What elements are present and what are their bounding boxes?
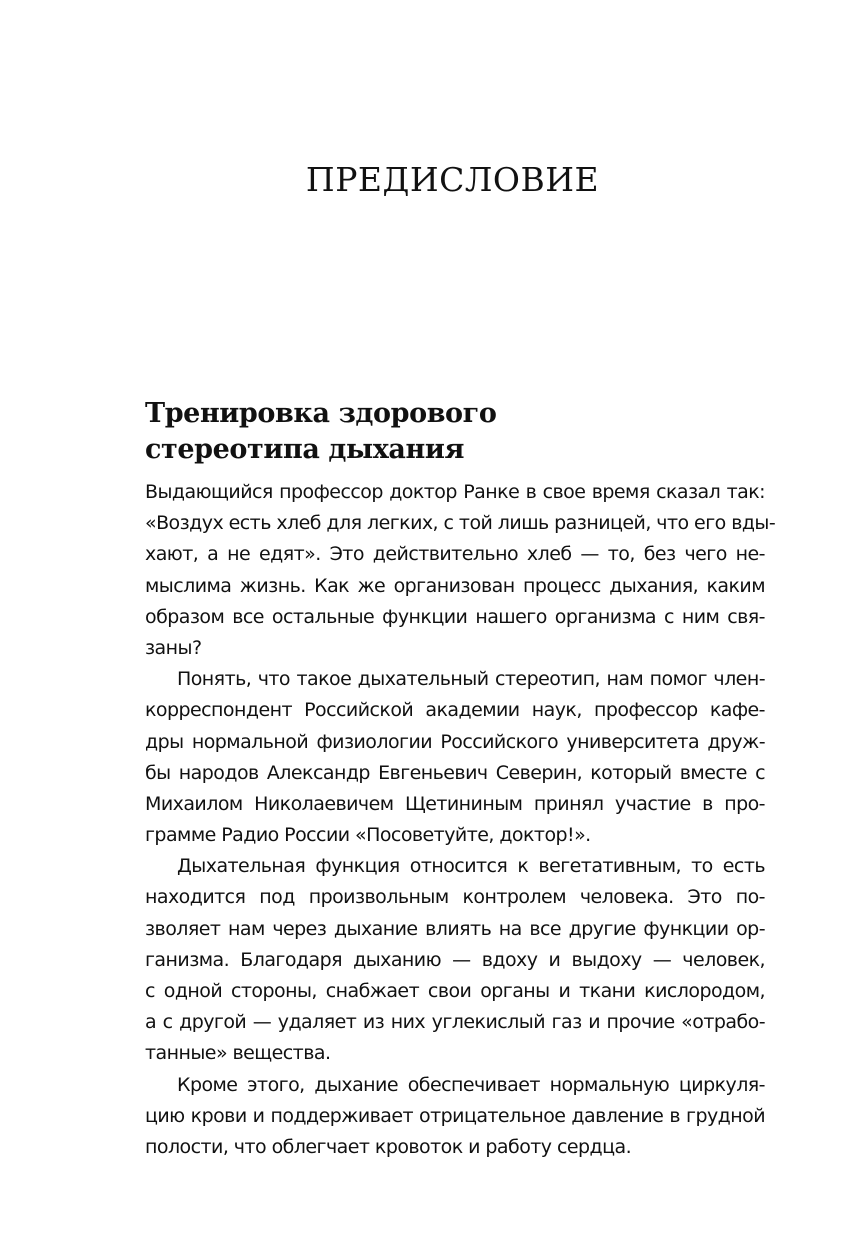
text-line: грамме Радио России «Посоветуйте, доктор!». xyxy=(145,824,591,847)
text-line: заны? xyxy=(145,636,202,659)
text-line: Михаилом Николаевичем Щетининым принял участие в про- xyxy=(145,792,765,815)
text-line: находится под произвольным контролем человека. Это по- xyxy=(145,886,765,909)
text-line: полости, что облегчает кровоток и работу сердца. xyxy=(145,1135,632,1158)
text-line: мыслима жизнь. Как же организован процесс дыхания, каким xyxy=(145,574,765,597)
text-line: корреспондент Российской академии наук, профессор кафе- xyxy=(145,699,765,722)
text-line: хают, а не едят». Это действительно хлеб — то, без чего не- xyxy=(145,543,765,566)
chapter-title: ПРЕДИСЛОВИЕ xyxy=(305,160,600,199)
text-line: Дыхательная функция относится к вегетативным, то есть xyxy=(177,855,765,878)
text-line: Кроме этого, дыхание обеспечивает нормальную циркуля- xyxy=(177,1073,765,1096)
paragraph xyxy=(145,664,765,851)
text-line: дры нормальной физиологии Российского университета друж- xyxy=(145,730,765,753)
text-line: зволяет нам через дыхание влиять на все другие функции ор- xyxy=(145,917,765,940)
section-title-line: стереотипа дыхания xyxy=(145,434,465,465)
section-title xyxy=(145,396,665,468)
paragraph xyxy=(145,477,776,664)
text-line: танные» вещества. xyxy=(145,1042,331,1065)
paragraph xyxy=(145,1070,765,1164)
text-line: а с другой — удаляет из них углекислый газ и прочие «отрабо- xyxy=(145,1011,765,1034)
paragraph xyxy=(145,851,765,1069)
text-line: бы народов Александр Евгеньевич Северин, который вместе с xyxy=(145,761,765,784)
text-line: цию крови и поддерживает отрицательное давление в грудной xyxy=(145,1104,765,1127)
text-line: «Воздух есть хлеб для легких, с той лишь разницей, что его вды- xyxy=(145,512,776,535)
text-line: Понять, что такое дыхательный стереотип, нам помог член- xyxy=(177,668,765,691)
text-line: Выдающийся профессор доктор Ранке в свое время сказал так: xyxy=(145,481,765,503)
section-title-line: Тренировка здорового xyxy=(145,398,497,429)
text-line: с одной стороны, снабжает свои органы и ткани кислородом, xyxy=(145,980,765,1002)
body-text xyxy=(145,477,776,1163)
text-line: образом все остальные функции нашего организма с ним свя- xyxy=(145,605,765,628)
text-line: ганизма. Благодаря дыханию — вдоху и выдоху — человек, xyxy=(145,948,765,971)
